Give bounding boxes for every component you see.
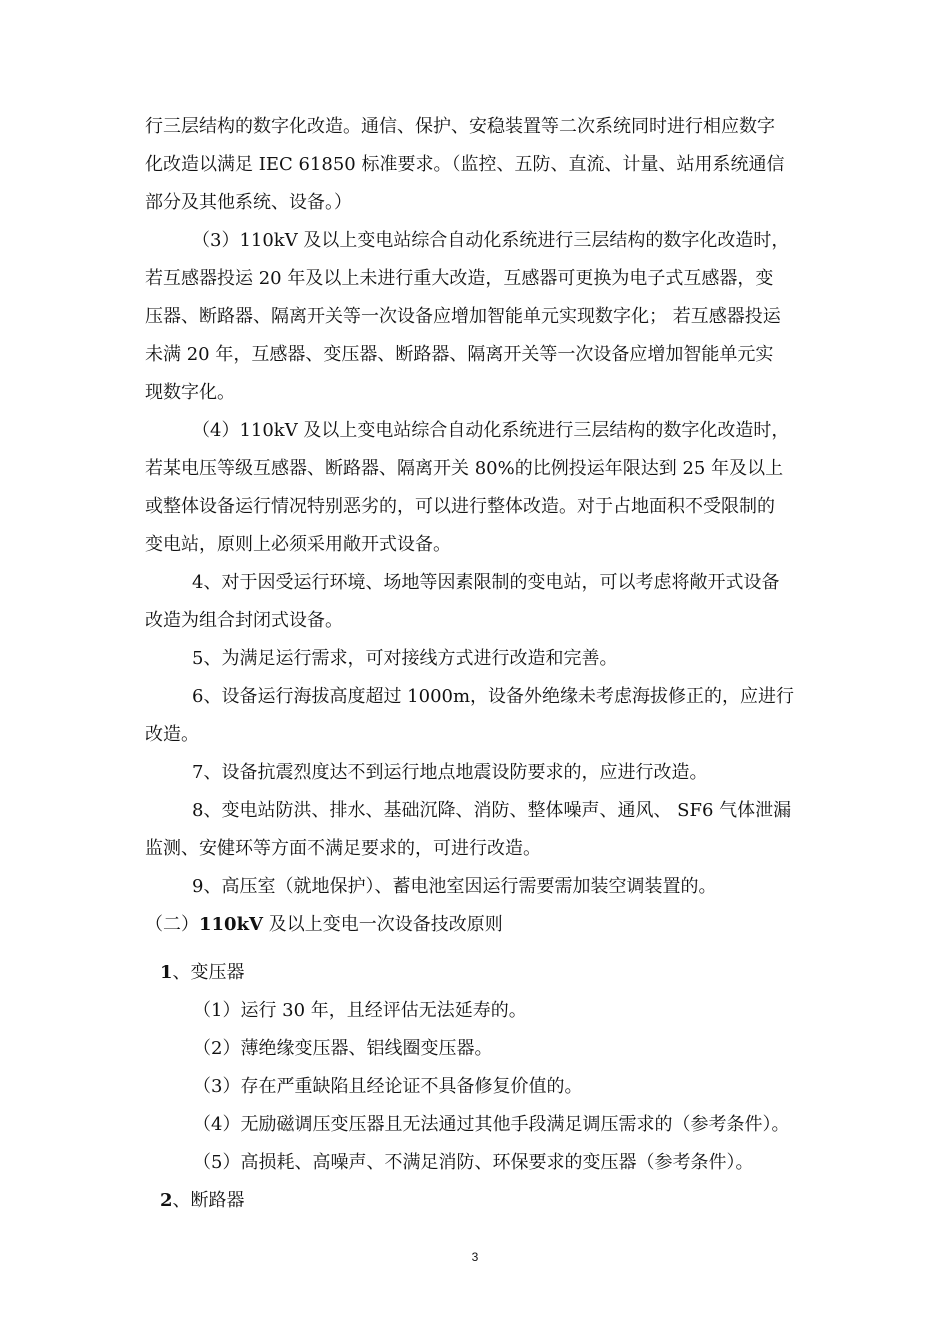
body-line: （3）110kV 及以上变电站综合自动化系统进行三层结构的数字化改造时， [192, 230, 790, 251]
sub-heading-breaker [160, 1189, 245, 1213]
body-line: 若互感器投运 20 年及以上未进行重大改造，互感器可更换为电子式互感器，变 [145, 268, 774, 289]
body-line: 现数字化。 [145, 382, 235, 403]
body-line: 改造。 [145, 724, 199, 745]
body-line: 部分及其他系统、设备。） [145, 192, 352, 213]
body-line: 变电站，原则上必须采用敞开式设备。 [145, 534, 451, 555]
list-item: （2）薄绝缘变压器、铝线圈变压器。 [193, 1038, 493, 1059]
body-line: 改造为组合封闭式设备。 [145, 610, 343, 631]
body-line: 或整体设备运行情况特别恶劣的，可以进行整体改造。对于占地面积不受限制的 [145, 496, 775, 517]
sub-heading-text: 、变压器 [172, 962, 245, 983]
page-number: 3 [471, 1250, 479, 1264]
list-item: （5）高损耗、高噪声、不满足消防、环保要求的变压器（参考条件）。 [193, 1152, 754, 1173]
body-line: 行三层结构的数字化改造。通信、保护、安稳装置等二次系统同时进行相应数字 [145, 116, 775, 137]
body-line: 8、变电站防洪、排水、基础沉降、消防、整体噪声、通风、 SF6 气体泄漏 [192, 800, 792, 821]
sub-heading-number: 1 [160, 962, 173, 983]
list-item: （1）运行 30 年，且经评估无法延寿的。 [193, 1000, 527, 1021]
list-item: （4）无励磁调压变压器且无法通过其他手段满足调压需求的（参考条件）。 [193, 1114, 790, 1135]
body-line: 4、对于因受运行环境、场地等因素限制的变电站，可以考虑将敞开式设备 [192, 572, 780, 593]
body-line: 化改造以满足 IEC 61850 标准要求。（监控、五防、直流、计量、站用系统通信 [145, 154, 785, 175]
section-heading-voltage: 110kV [199, 914, 264, 935]
body-line: 9、高压室（就地保护）、蓄电池室因运行需要需加装空调装置的。 [192, 876, 717, 897]
body-line: 若某电压等级互感器、断路器、隔离开关 80%的比例投运年限达到 25 年及以上 [145, 458, 784, 479]
body-line: 6、设备运行海拔高度超过 1000m，设备外绝缘未考虑海拔修正的，应进行 [192, 686, 795, 707]
sub-heading-transformer [160, 961, 245, 985]
body-line: （4）110kV 及以上变电站综合自动化系统进行三层结构的数字化改造时， [192, 420, 790, 441]
sub-heading-text: 、断路器 [172, 1190, 245, 1211]
section-heading-prefix: （二） [145, 914, 199, 935]
body-line: 5、为满足运行需求，可对接线方式进行改造和完善。 [192, 648, 618, 669]
body-line: 压器、断路器、隔离开关等一次设备应增加智能单元实现数字化； 若互感器投运 [145, 306, 781, 327]
sub-heading-number: 2 [160, 1190, 173, 1211]
body-line: 7、设备抗震烈度达不到运行地点地震设防要求的，应进行改造。 [192, 762, 708, 783]
section-heading [145, 913, 503, 937]
body-line: 未满 20 年，互感器、变压器、断路器、隔离开关等一次设备应增加智能单元实 [145, 344, 774, 365]
body-line: 监测、安健环等方面不满足要求的，可进行改造。 [145, 838, 541, 859]
section-heading-text: 及以上变电一次设备技改原则 [263, 914, 503, 935]
list-item: （3）存在严重缺陷且经论证不具备修复价值的。 [193, 1076, 583, 1097]
